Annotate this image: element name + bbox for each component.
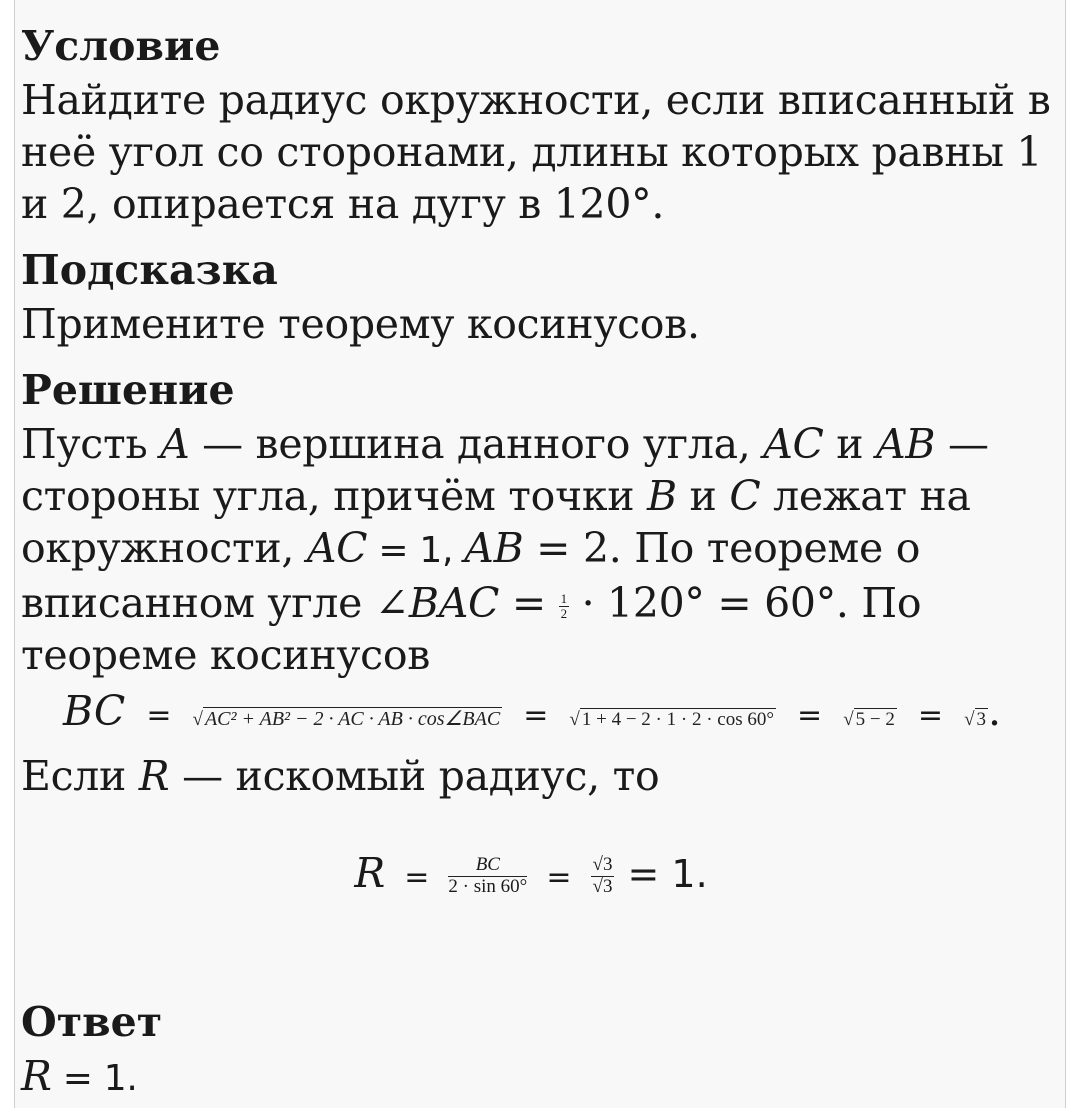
- period: .: [988, 687, 1002, 735]
- fraction-denominator: √3: [592, 876, 613, 897]
- text: — искомый радиус, то: [169, 752, 660, 800]
- var-R: R: [138, 752, 170, 800]
- var-A: A: [160, 420, 190, 468]
- text: — вершина данного угла,: [189, 420, 764, 468]
- sqrt-expression: √ AC² + AB² − 2 · AC · AB · cos∠BAC: [192, 708, 501, 730]
- text: и: [676, 472, 730, 520]
- hint-heading: Подсказка: [21, 246, 278, 294]
- condition-text: Найдите радиус окружности, если вписанный в неё угол со сторонами, длины которых равны 1 и 2, опирается на дугу в 120°.: [21, 76, 1051, 228]
- cosine-law-equation: [63, 681, 1061, 750]
- equals-sign: =: [404, 860, 430, 895]
- radius-equation: [21, 843, 1041, 908]
- equals-sign: =: [546, 860, 572, 895]
- var-AC: AC: [763, 420, 824, 468]
- radicand: 1 + 4 − 2 · 1 · 2 · cos 60°: [581, 709, 774, 730]
- var-R: R: [354, 849, 386, 897]
- fraction-one-half: [559, 592, 569, 622]
- radicand: 3: [602, 876, 613, 897]
- fraction-numerator: 1: [560, 590, 567, 606]
- sqrt-expression: √ 1 + 4 − 2 · 1 · 2 · cos 60°: [569, 709, 774, 730]
- result-text: = 1.: [627, 852, 708, 896]
- text: и: [823, 420, 877, 468]
- equals-sign: =: [146, 698, 172, 733]
- solution-paragraph-1: [21, 418, 1061, 681]
- var-AB: AB: [464, 524, 524, 572]
- var-BC: BC: [63, 687, 126, 735]
- var-AB: AB: [876, 420, 936, 468]
- answer-value: = 1.: [51, 1058, 138, 1099]
- var-AC: AC: [306, 524, 368, 572]
- radicand: 3: [602, 854, 613, 876]
- text: Если: [21, 752, 139, 800]
- text: · 120° = 60°. По теореме косинусов: [21, 579, 922, 679]
- fraction-denominator: 2 · sin 60°: [448, 876, 528, 897]
- text: лежат на окружности,: [21, 472, 971, 572]
- text: = 1,: [367, 530, 465, 571]
- solution-heading: Решение: [21, 366, 235, 414]
- condition-heading: Условие: [21, 22, 221, 70]
- radicand: 3: [976, 709, 987, 730]
- text: Пусть: [21, 420, 161, 468]
- fraction-sqrt3-over-sqrt3: [591, 855, 615, 898]
- sqrt-expression: √ 3: [964, 709, 987, 730]
- radicand: 5 − 2: [855, 709, 895, 730]
- equals-sign: =: [917, 698, 944, 733]
- radicand: AC² + AB² − 2 · AC · AB · cos∠BAC: [204, 708, 501, 730]
- problem-content: [21, 18, 1061, 1105]
- fraction-numerator: √3: [592, 854, 613, 876]
- equals-sign: =: [523, 698, 549, 733]
- solution-paragraph-2: [21, 750, 1061, 802]
- var-B: B: [646, 472, 677, 520]
- var-C: C: [729, 472, 761, 520]
- answer-text: [21, 1050, 1061, 1105]
- fraction-denominator: 2: [560, 606, 567, 621]
- hint-text: Примените теорему косинусов.: [21, 300, 700, 348]
- angle-BAC: ∠BAC: [374, 579, 500, 627]
- fraction-bc-over-2sin60: [448, 855, 527, 898]
- sqrt-expression: √ 5 − 2: [843, 709, 895, 730]
- fraction-numerator: BC: [448, 855, 527, 877]
- equals-sign: =: [797, 698, 823, 733]
- document-frame: [14, 0, 1066, 1108]
- text: =: [499, 579, 559, 627]
- var-R: R: [21, 1052, 52, 1100]
- answer-heading: Ответ: [21, 998, 163, 1046]
- text: — стороны угла, причём точки: [21, 420, 989, 520]
- text: = 2. По теореме о вписанном угле: [21, 524, 921, 627]
